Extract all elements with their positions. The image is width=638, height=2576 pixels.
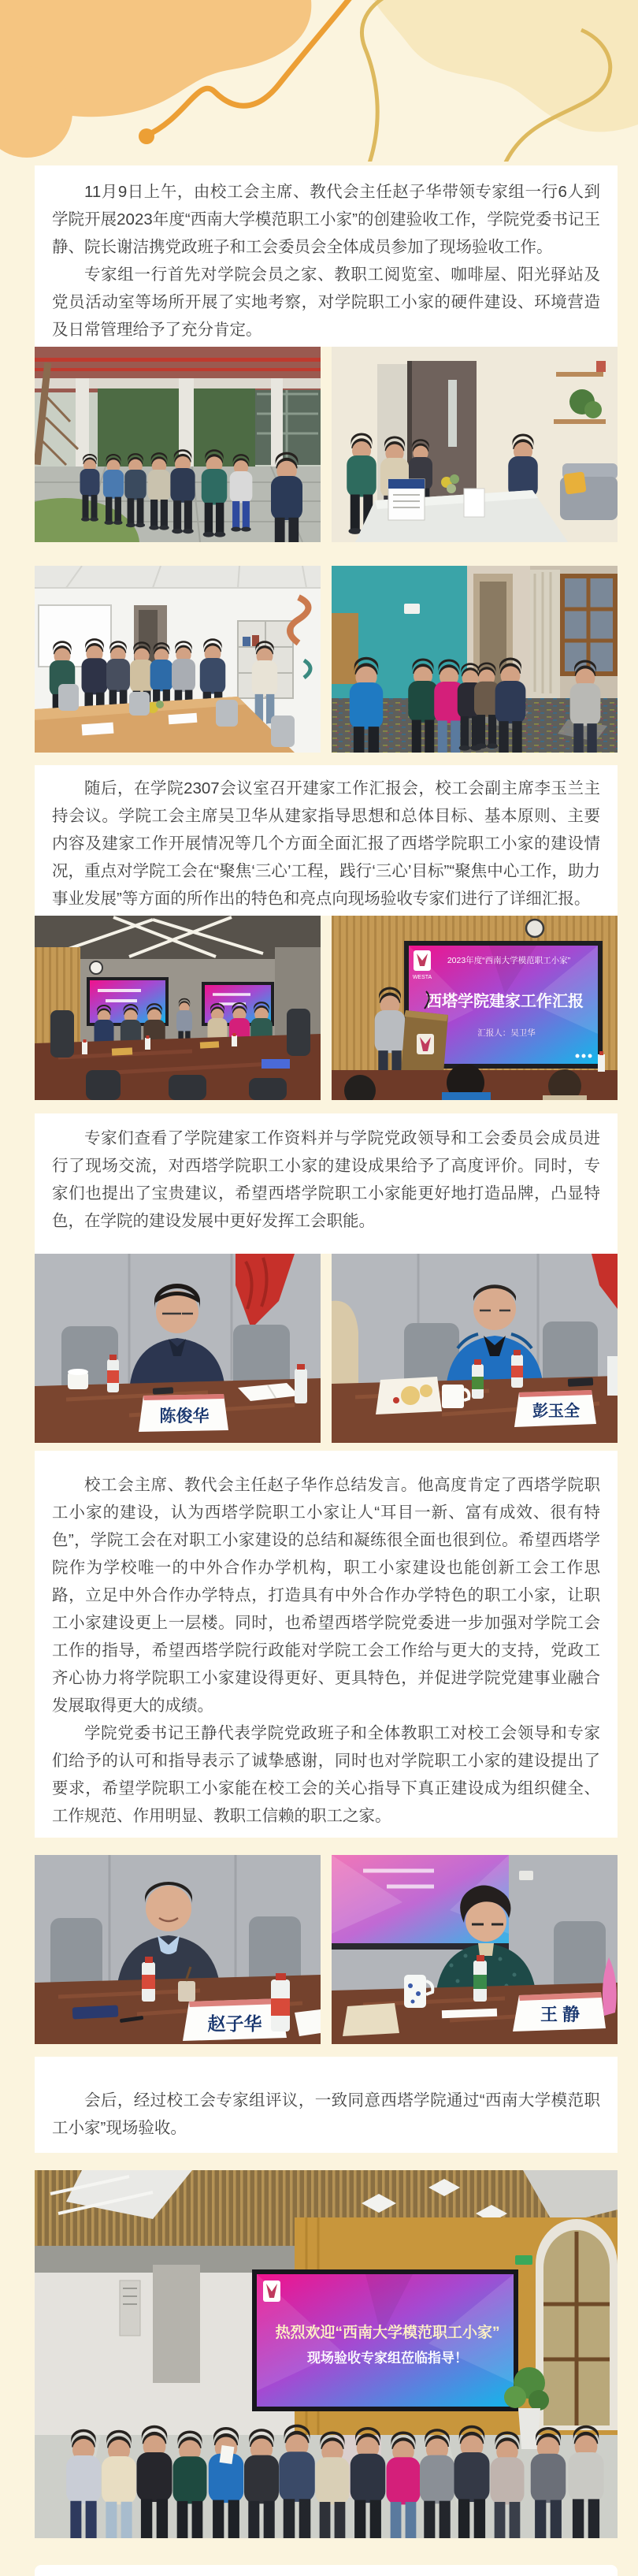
tissue-pack [376,1377,442,1414]
text-card-3 [35,1113,618,1254]
report-screen-title: 西塔学院建家工作汇报 [426,993,584,1010]
svg-text:彭玉全: 彭玉全 [532,1403,580,1420]
photo-speaker-zhao[interactable] [35,1855,321,2044]
name-plate-peng [514,1390,596,1427]
photo-row-2 [35,566,618,753]
photo-row-5 [35,1855,618,2044]
name-plate-wang [513,1992,606,2031]
report-screen-header: 2023年度“西南大学模范职工小家” [447,956,571,965]
photo-speaker-peng[interactable] [332,1254,618,1443]
photo-courtyard-tour[interactable] [35,347,321,542]
text-card-1 [35,165,618,347]
welcome-screen-line2: 现场验收专家组莅临指导！ [307,2351,468,2366]
svg-text:王 静: 王 静 [540,2005,581,2024]
photo-teal-room[interactable] [332,566,618,753]
paragraph-3: 随后，在学院2307会议室召开建家工作汇报会，校工会副主席李玉兰主持会议。学院工会主席吴卫华从建家指导思想和总体目标、基本原则、主要内容及建家工作开展情况等几个方面全面汇报了西塔学院职工小家的建设情况，重点对学院工会在“聚焦‘三心’工程，践行‘三心’目标”“聚焦中心工作，助力事业发展”等方面的所作出的特色和亮点向现场验收专家们进行了详细汇报。 [52,779,600,908]
photo-speaker-chen[interactable] [35,1254,321,1443]
photo-speaker-wang[interactable] [332,1855,618,2044]
text-card-2 [35,765,618,916]
decorative-banner [0,0,638,162]
photo-reading-room[interactable] [35,566,321,753]
photo-row-1 [35,347,618,542]
photo-group[interactable] [35,2170,618,2538]
report-screen-logo: WESTA [412,975,432,980]
photo-group-wrap [35,2170,618,2538]
name-plate-chen [139,1394,228,1432]
photo-office-visit[interactable] [332,347,618,542]
paragraph-2: 专家组一行首先对学院会员之家、教职工阅览室、咖啡屋、阳光驿站及党员活动室等场所开展了实地考察，对学院职工小家的硬件建设、环境营造及日常管理给予了充分肯定。 [52,266,600,339]
svg-text:赵子华: 赵子华 [207,2013,262,2034]
photo-row-3 [35,916,618,1100]
paragraph-5: 校工会主席、教代会主任赵子华作总结发言。他高度肯定了西塔学院职工小家的建设，认为西塔学院职工小家让人“耳目一新、富有成效、很有特色”，学院工会在对职工小家建设的总结和凝练很全面也很到位。希望西塔学院作为学校唯一的中外合作办学机构，职工小家建设也能创新工会工作思路，立足中外合作办学特点，打造具有中外合作办学特色的职工小家，让职工小家建设更上一层楼。同时，也希望西塔学院党委进一步加强对学院工会工作的指导，希望西塔学院行政能对学院工会工作给与更大的支持，党政工齐心协力将学院职工小家建设得更好、更具特色，并促进学院党建事业融合发展取得更大的成绩。 [52,1476,600,1715]
paragraph-7: 会后，经过校工会专家组评议，一致同意西塔学院通过“西南大学模范职工小家”现场验收。 [52,2091,600,2137]
text-card-4 [35,1451,618,1838]
photo-row-4 [35,1254,618,1443]
text-card-5 [35,2057,618,2153]
paragraph-4: 专家们查看了学院建家工作资料并与学院党政领导和工会委员会成员进行了现场交流，对西塔学院职工小家的建设成果给予了高度评价。同时，专家们也提出了宝贵建议，希望西塔学院职工小家能更好地打造品牌，凸显特色，在学院的建设发展中更好发挥工会职能。 [52,1129,600,1230]
report-screen-presenter: 汇报人：吴卫华 [477,1028,536,1038]
photo-report-presentation[interactable] [332,916,618,1100]
paragraph-6: 学院党委书记王静代表学院党政班子和全体教职工对校工会领导和专家们给予的认可和指导表示了诚挚感谢，同时也对学院职工小家的建设提出了要求，希望学院职工小家能在校工会的关心指导下真正建设成为组织健全、工作规范、作用明显、教职工信赖的职工之家。 [52,1724,600,1825]
svg-text:陈俊华: 陈俊华 [159,1407,210,1426]
welcome-screen [252,2269,518,2411]
welcome-screen-line1: 热烈欢迎“西南大学模范职工小家” [275,2325,500,2341]
photo-conference-room[interactable] [35,916,321,1100]
paragraph-1: 11月9日上午，由校工会主席、教代会主任赵子华带领专家组一行6人到学院开展2023年度“西南大学模范职工小家”的创建验收工作，学院党委书记王静、院长谢洁携党政班子和工会委员会全体成员参加了现场验收工作。 [52,183,600,256]
